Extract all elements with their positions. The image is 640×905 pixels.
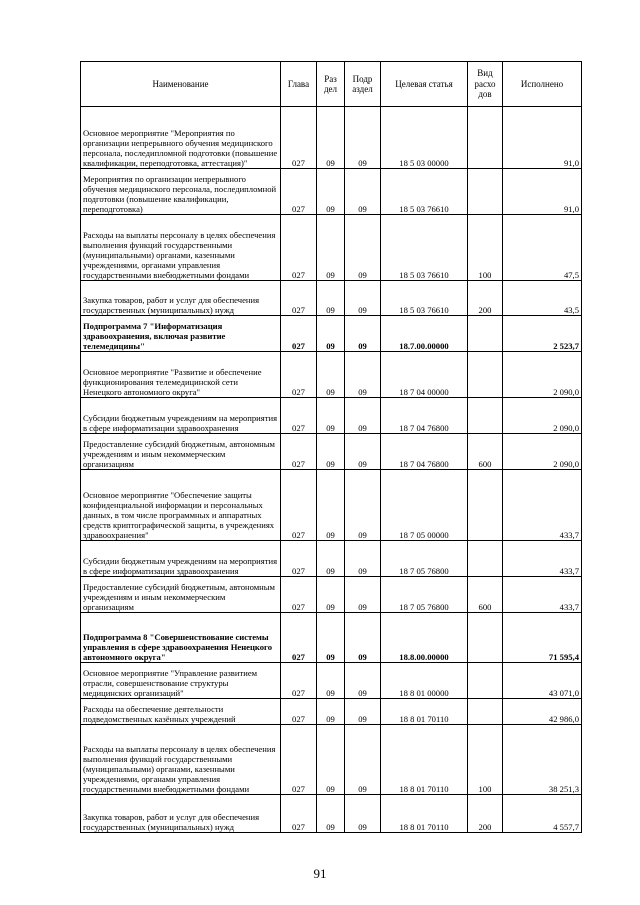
row-name-cell: Предоставление субсидий бюджетным, автономным учреждениям и иным некоммерческим организациям <box>81 434 281 470</box>
row-razdel-cell: 09 <box>317 663 345 699</box>
row-vid-cell <box>468 663 503 699</box>
header-done: Исполнено <box>503 62 582 107</box>
row-target-cell: 18 8 01 70110 <box>381 725 468 795</box>
row-glava-cell: 027 <box>281 169 317 215</box>
row-value-cell: 42 986,0 <box>503 699 582 725</box>
row-name-cell: Субсидии бюджетным учреждениям на мероприятия в сфере информатизации здравоохранения <box>81 541 281 577</box>
header-row <box>81 62 582 107</box>
row-target-cell: 18 7 04 76800 <box>381 434 468 470</box>
row-target-cell: 18.8.00.00000 <box>381 613 468 663</box>
row-razdel-cell: 09 <box>317 725 345 795</box>
table-row <box>81 663 582 699</box>
row-value-cell: 433,7 <box>503 577 582 613</box>
row-vid-cell: 600 <box>468 434 503 470</box>
row-value-cell: 2 090,0 <box>503 398 582 434</box>
row-value-cell: 433,7 <box>503 470 582 541</box>
row-podrazdel-cell: 09 <box>345 398 381 434</box>
row-razdel-cell: 09 <box>317 434 345 470</box>
row-name-cell: Основное мероприятие "Развитие и обеспечение функционирования телемедицинской сети Ненецкого автономного округа" <box>81 352 281 398</box>
row-value-cell: 91,0 <box>503 169 582 215</box>
header-podrazdel: Подр аздел <box>345 62 381 107</box>
row-podrazdel-cell: 09 <box>345 434 381 470</box>
row-vid-cell <box>468 352 503 398</box>
row-podrazdel-cell: 09 <box>345 215 381 281</box>
row-target-cell: 18 8 01 70110 <box>381 699 468 725</box>
row-razdel-cell: 09 <box>317 699 345 725</box>
row-razdel-cell: 09 <box>317 541 345 577</box>
row-name-cell: Расходы на обеспечение деятельности подведомственных казённых учреждений <box>81 699 281 725</box>
row-podrazdel-cell: 09 <box>345 470 381 541</box>
row-name-cell: Подпрограмма 7 "Информатизация здравоохранения, включая развитие телемедицины" <box>81 316 281 352</box>
row-glava-cell: 027 <box>281 107 317 169</box>
table-row <box>81 795 582 833</box>
row-vid-cell <box>468 398 503 434</box>
table-row <box>81 577 582 613</box>
table-row <box>81 613 582 663</box>
row-target-cell: 18 7 05 76800 <box>381 577 468 613</box>
row-name-cell: Расходы на выплаты персоналу в целях обеспечения выполнения функций государственными (муниципальными) органами, казенными учреждениями, органами управления государственными внебюджетными фондами <box>81 725 281 795</box>
row-glava-cell: 027 <box>281 663 317 699</box>
row-glava-cell: 027 <box>281 215 317 281</box>
row-glava-cell: 027 <box>281 434 317 470</box>
row-vid-cell <box>468 699 503 725</box>
table-row <box>81 398 582 434</box>
budget-table <box>80 61 582 833</box>
header-vid: Вид расхо дов <box>468 62 503 107</box>
row-target-cell: 18 7 04 00000 <box>381 352 468 398</box>
row-name-cell: Расходы на выплаты персоналу в целях обеспечения выполнения функций государственными (муниципальными) органами, казенными учреждениями, органами управления государственными внебюджетными фондами <box>81 215 281 281</box>
row-value-cell: 38 251,3 <box>503 725 582 795</box>
header-name: Наименование <box>81 62 281 107</box>
row-vid-cell: 200 <box>468 795 503 833</box>
row-podrazdel-cell: 09 <box>345 725 381 795</box>
row-glava-cell: 027 <box>281 398 317 434</box>
row-target-cell: 18 7 05 76800 <box>381 541 468 577</box>
row-glava-cell: 027 <box>281 541 317 577</box>
row-podrazdel-cell: 09 <box>345 699 381 725</box>
row-glava-cell: 027 <box>281 577 317 613</box>
row-name-cell: Основное мероприятие "Мероприятия по организации непрерывного обучения медицинского персонала, последипломной подготовки (повышение квалификации, переподготовка, аттестация)" <box>81 107 281 169</box>
header-razdel: Раз дел <box>317 62 345 107</box>
row-vid-cell <box>468 541 503 577</box>
page-number: 91 <box>313 866 327 881</box>
row-target-cell: 18 5 03 76610 <box>381 169 468 215</box>
row-vid-cell: 600 <box>468 577 503 613</box>
row-glava-cell: 027 <box>281 281 317 316</box>
row-podrazdel-cell: 09 <box>345 613 381 663</box>
row-value-cell: 2 523,7 <box>503 316 582 352</box>
table-row <box>81 541 582 577</box>
row-razdel-cell: 09 <box>317 281 345 316</box>
row-vid-cell <box>468 613 503 663</box>
row-value-cell: 43 071,0 <box>503 663 582 699</box>
table-row <box>81 316 582 352</box>
row-glava-cell: 027 <box>281 613 317 663</box>
row-podrazdel-cell: 09 <box>345 169 381 215</box>
row-name-cell: Основное мероприятие "Обеспечение защиты конфиденциальной информации и персональных данных, в том числе программных и аппаратных средств криптографической защиты, в учреждениях здравоохранения" <box>81 470 281 541</box>
header-glava: Глава <box>281 62 317 107</box>
row-name-cell: Мероприятия по организации непрерывного обучения медицинского персонала, последипломной подготовки (повышение квалификации, переподготовка) <box>81 169 281 215</box>
row-value-cell: 43,5 <box>503 281 582 316</box>
row-vid-cell: 200 <box>468 281 503 316</box>
row-target-cell: 18 5 03 76610 <box>381 281 468 316</box>
row-vid-cell <box>468 169 503 215</box>
row-name-cell: Закупка товаров, работ и услуг для обеспечения государственных (муниципальных) нужд <box>81 795 281 833</box>
row-glava-cell: 027 <box>281 316 317 352</box>
row-target-cell: 18 7 05 00000 <box>381 470 468 541</box>
row-razdel-cell: 09 <box>317 215 345 281</box>
table-row <box>81 725 582 795</box>
row-razdel-cell: 09 <box>317 613 345 663</box>
table-row <box>81 169 582 215</box>
row-podrazdel-cell: 09 <box>345 107 381 169</box>
row-razdel-cell: 09 <box>317 398 345 434</box>
row-podrazdel-cell: 09 <box>345 577 381 613</box>
table-row <box>81 281 582 316</box>
header-target: Целевая статья <box>381 62 468 107</box>
row-razdel-cell: 09 <box>317 316 345 352</box>
row-glava-cell: 027 <box>281 699 317 725</box>
row-value-cell: 2 090,0 <box>503 434 582 470</box>
row-target-cell: 18 8 01 70110 <box>381 795 468 833</box>
row-razdel-cell: 09 <box>317 795 345 833</box>
row-value-cell: 47,5 <box>503 215 582 281</box>
row-value-cell: 91,0 <box>503 107 582 169</box>
row-target-cell: 18.7.00.00000 <box>381 316 468 352</box>
row-podrazdel-cell: 09 <box>345 352 381 398</box>
row-value-cell: 433,7 <box>503 541 582 577</box>
table-row <box>81 470 582 541</box>
row-razdel-cell: 09 <box>317 470 345 541</box>
row-vid-cell: 100 <box>468 215 503 281</box>
table-row <box>81 107 582 169</box>
table-row <box>81 699 582 725</box>
row-glava-cell: 027 <box>281 470 317 541</box>
row-name-cell: Закупка товаров, работ и услуг для обеспечения государственных (муниципальных) нужд <box>81 281 281 316</box>
row-value-cell: 4 557,7 <box>503 795 582 833</box>
row-vid-cell <box>468 470 503 541</box>
table-row <box>81 352 582 398</box>
row-podrazdel-cell: 09 <box>345 795 381 833</box>
row-name-cell: Субсидии бюджетным учреждениям на мероприятия в сфере информатизации здравоохранения <box>81 398 281 434</box>
row-podrazdel-cell: 09 <box>345 316 381 352</box>
row-target-cell: 18 7 04 76800 <box>381 398 468 434</box>
row-glava-cell: 027 <box>281 725 317 795</box>
table-row <box>81 434 582 470</box>
row-target-cell: 18 8 01 00000 <box>381 663 468 699</box>
row-razdel-cell: 09 <box>317 107 345 169</box>
row-vid-cell: 100 <box>468 725 503 795</box>
table-row <box>81 215 582 281</box>
row-vid-cell <box>468 107 503 169</box>
row-value-cell: 2 090,0 <box>503 352 582 398</box>
row-target-cell: 18 5 03 76610 <box>381 215 468 281</box>
row-name-cell: Предоставление субсидий бюджетным, автономным учреждениям и иным некоммерческим организациям <box>81 577 281 613</box>
row-razdel-cell: 09 <box>317 169 345 215</box>
row-value-cell: 71 595,4 <box>503 613 582 663</box>
row-target-cell: 18 5 03 00000 <box>381 107 468 169</box>
row-podrazdel-cell: 09 <box>345 541 381 577</box>
row-razdel-cell: 09 <box>317 352 345 398</box>
row-vid-cell <box>468 316 503 352</box>
row-podrazdel-cell: 09 <box>345 663 381 699</box>
row-podrazdel-cell: 09 <box>345 281 381 316</box>
row-razdel-cell: 09 <box>317 577 345 613</box>
row-name-cell: Основное мероприятие "Управление развитием отрасли, совершенствование структуры медицинских организаций" <box>81 663 281 699</box>
row-glava-cell: 027 <box>281 352 317 398</box>
row-glava-cell: 027 <box>281 795 317 833</box>
row-name-cell: Подпрограмма 8 "Совершенствование системы управления в сфере здравоохранения Ненецкого автономного округа" <box>81 613 281 663</box>
